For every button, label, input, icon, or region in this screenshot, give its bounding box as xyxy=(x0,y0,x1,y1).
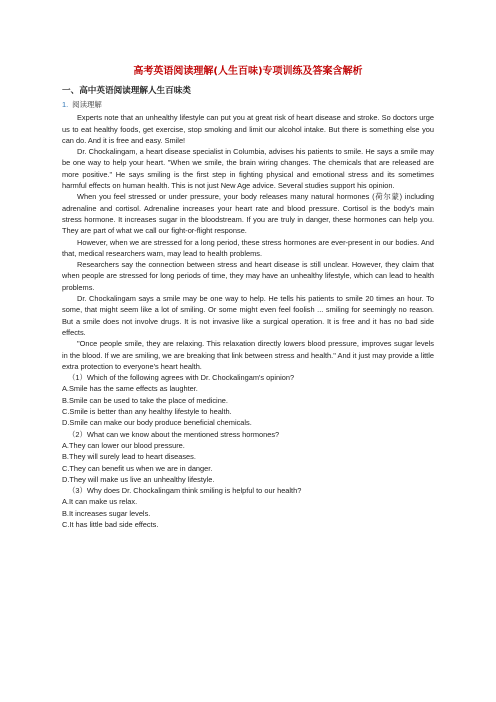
document-body xyxy=(62,85,434,530)
answer-option: C.They can benefit us when we are in danger. xyxy=(62,463,213,473)
answer-option: C.Smile is better than any healthy lifestyle to health. xyxy=(62,407,232,417)
subheading-text: 阅读理解 xyxy=(72,100,102,109)
answer-option: D.They will make us live an unhealthy lifestyle. xyxy=(62,474,215,484)
paragraph: Researchers say the connection between stress and heart disease is still unclear. However, they claim that when people are stressed for long periods of time, they may have an unhealthy lifestyle, which can lead to health problems. xyxy=(62,260,434,292)
answer-option: A.Smile has the same effects as laughter. xyxy=(62,384,198,394)
paragraph: When you feel stressed or under pressure, your body releases many natural hormones (荷尔蒙) including adrenaline and cortisol. Adrenaline increases your heart rate and blood pressure. Cortisol is the body's main stress hormone. It increases sugar in the bloodstream. If you are truly in danger, these hormones can help you. They are part of what we call our fight-or-flight response. xyxy=(62,192,434,236)
paragraph: "Once people smile, they are relaxing. This relaxation directly lowers blood pressure, improves sugar levels in the blood. If we are smiling, we are breaking that link between stress and health." And it just may provide a little extra protection to everyone's heart health. xyxy=(62,339,434,371)
answer-option: B.Smile can be used to take the place of medicine. xyxy=(62,395,228,405)
paragraph: However, when we are stressed for a long period, these stress hormones are ever-present in our bodies. And that, medical researchers warn, may lead to health problems. xyxy=(62,237,434,258)
answer-option: D.Smile can make our body produce beneficial chemicals. xyxy=(62,418,252,428)
paragraph: Dr. Chockalingam says a smile may be one way to help. He tells his patients to smile 20 times an hour. To some, that might seem like a lot of smiling. Or some might even feel foolish ... smiling for seemingly no reason. But a smile does not involve drugs. It is not invasive like a surgical operation. It is free and it has no bad side effects. xyxy=(62,294,434,337)
section-heading: 一、高中英语阅读理解人生百味类 xyxy=(62,86,191,96)
question-stem: （1）Which of the following agrees with Dr. Chockalingam's opinion? xyxy=(68,373,295,383)
question-stem: （2）What can we know about the mentioned stress hormones? xyxy=(68,429,280,439)
answer-option: A.They can lower our blood pressure. xyxy=(62,440,185,450)
answer-option: A.It can make us relax. xyxy=(62,497,138,507)
document-title: 高考英语阅读理解(人生百味)专项训练及答案含解析 xyxy=(133,66,363,77)
answer-option: B.They will surely lead to heart diseases. xyxy=(62,452,196,462)
answer-option: B.It increases sugar levels. xyxy=(62,508,151,518)
paragraph: Dr. Chockalingam, a heart disease specialist in Columbia, advises his patients to smile. He says a smile may be one way to help your heart. "When we smile, the brain wiring changes. The chemicals that are released are more positive." He says smiling is the first step in fighting physical and emotional stress and its sometimes harmful effects on human health. This is not just New Age advice. Several studies support his opinion. xyxy=(62,147,434,191)
subheading-number: 1. xyxy=(62,100,69,109)
subheading xyxy=(62,99,434,110)
answer-option: C.It has little bad side effects. xyxy=(62,519,159,529)
question-stem: （3）Why does Dr. Chockalingam think smiling is helpful to our health? xyxy=(68,486,302,496)
paragraph: Experts note that an unhealthy lifestyle can put you at great risk of heart disease and stroke. So doctors urge us to eat healthy foods, get exercise, stop smoking and limit our alcohol intake. But there is something else you can do. And it is free and easy. Smile! xyxy=(62,113,434,145)
